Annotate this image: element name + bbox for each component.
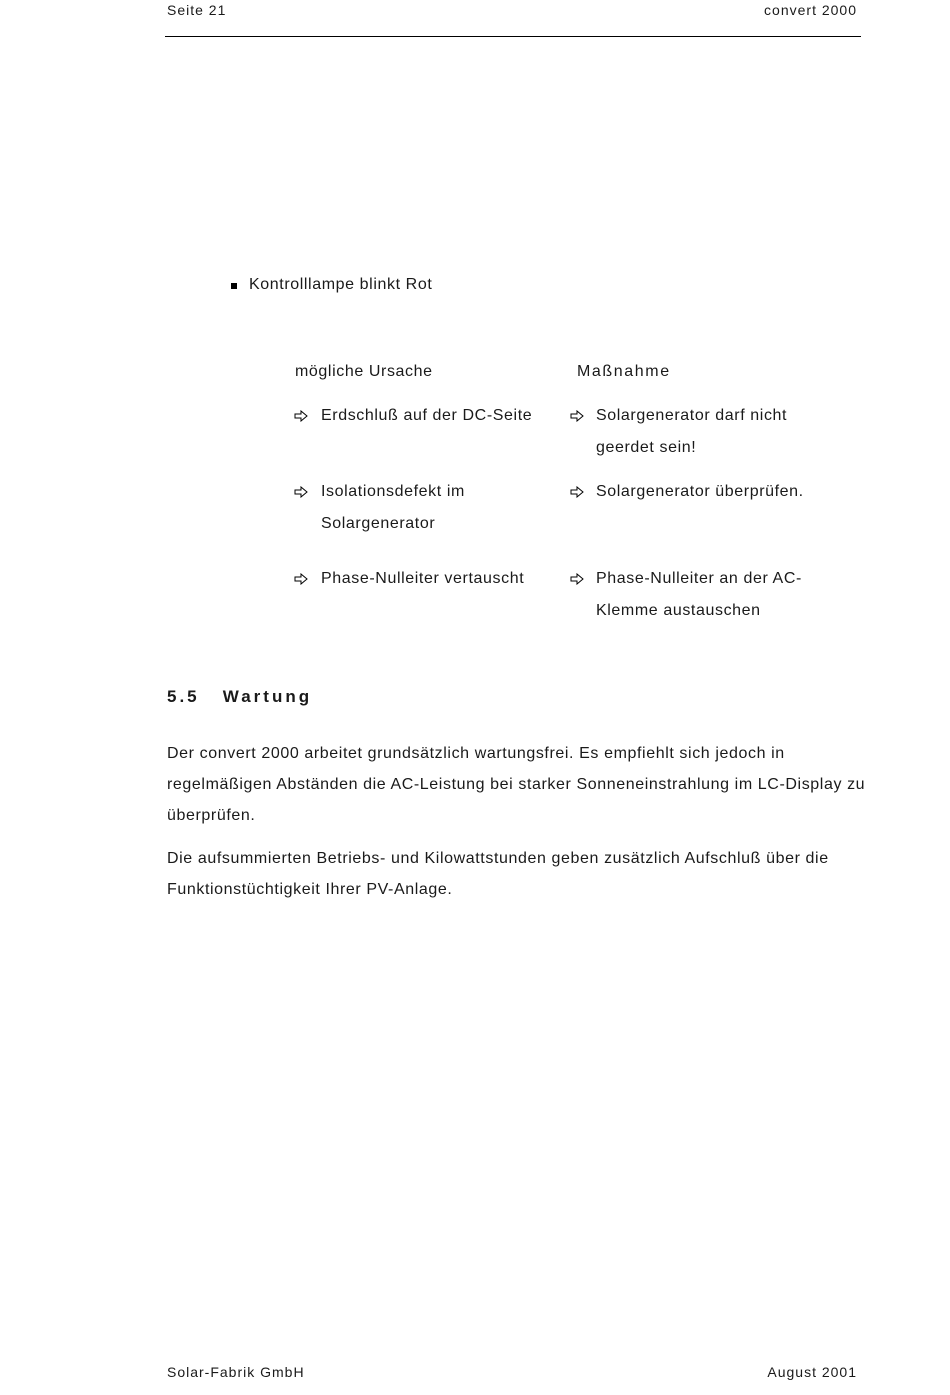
section-heading: 5.5 Wartung <box>167 687 313 706</box>
paragraph-2 <box>167 843 867 905</box>
cause-row-2-line-1: Isolationsdefekt im <box>321 483 465 500</box>
cause-row-2-line-2: Solargenerator <box>321 515 436 532</box>
arrow-right-icon <box>570 573 584 585</box>
footer-company: Solar-Fabrik GmbH <box>167 1364 305 1380</box>
arrow-right-icon <box>570 486 584 498</box>
column-header-cause: mögliche Ursache <box>295 363 433 380</box>
action-row-2-line-1: Solargenerator überprüfen. <box>596 483 804 500</box>
cause-row-1-line-1: Erdschluß auf der DC-Seite <box>321 407 533 424</box>
paragraph-2-line-2: Funktionstüchtigkeit Ihrer PV-Anlage. <box>167 881 453 898</box>
header-rule <box>165 36 861 37</box>
action-row-1-line-1: Solargenerator darf nicht <box>596 407 788 424</box>
paragraph-2-line-1: Die aufsummierten Betriebs- und Kilowattstunden geben zusätzlich Aufschluß über die <box>167 850 829 867</box>
action-row-3-line-2: Klemme austauschen <box>596 602 761 619</box>
cause-row-3-line-1: Phase-Nulleiter vertauscht <box>321 570 525 587</box>
bullet-text: Kontrolllampe blinkt Rot <box>249 276 433 293</box>
document-title: convert 2000 <box>764 2 857 18</box>
paragraph-1-line-3: überprüfen. <box>167 807 256 824</box>
paragraph-1-line-1: Der convert 2000 arbeitet grundsätzlich wartungsfrei. Es empfiehlt sich jedoch in <box>167 745 785 762</box>
page-number: Seite 21 <box>167 2 227 18</box>
arrow-right-icon <box>294 573 308 585</box>
paragraph-1 <box>167 738 867 831</box>
arrow-right-icon <box>294 410 308 422</box>
footer-date: August 2001 <box>767 1364 857 1380</box>
arrow-right-icon <box>294 486 308 498</box>
arrow-right-icon <box>570 410 584 422</box>
action-row-1-line-2: geerdet sein! <box>596 439 697 456</box>
paragraph-1-line-2: regelmäßigen Abständen die AC-Leistung bei starker Sonneneinstrahlung im LC-Display zu <box>167 776 866 793</box>
column-header-action: Maßnahme <box>577 363 671 380</box>
action-row-3-line-1: Phase-Nulleiter an der AC- <box>596 570 802 587</box>
bullet-square-icon <box>231 283 237 289</box>
